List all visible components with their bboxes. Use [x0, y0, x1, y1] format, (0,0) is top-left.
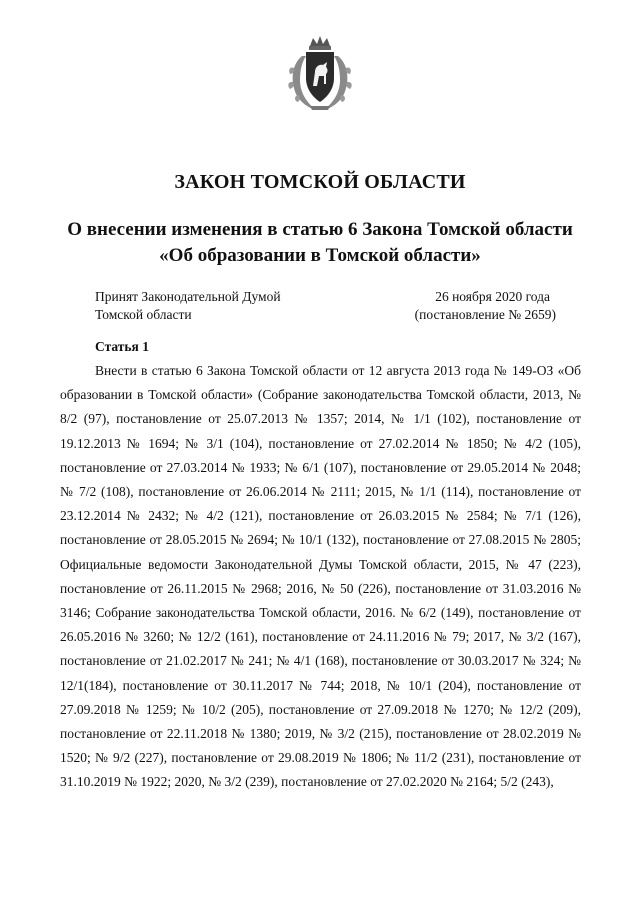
adopted-by-block: [95, 288, 281, 324]
law-subtitle-line-1: О внесении изменения в статью 6 Закона Томской области: [67, 219, 573, 240]
adopted-by-line-2: Томской области: [95, 307, 192, 322]
law-subtitle-line-2: «Об образовании в Томской области»: [159, 245, 481, 266]
coat-of-arms-icon: [284, 34, 356, 114]
resolution-number: (постановление № 2659): [414, 307, 556, 322]
adopted-by-line-1: Принят Законодательной Думой: [95, 289, 281, 304]
law-title: ЗАКОН ТОМСКОЙ ОБЛАСТИ: [174, 171, 466, 193]
article-heading: Статья 1: [95, 339, 149, 354]
law-subtitle: [0, 217, 640, 269]
adoption-date-block: [415, 288, 556, 324]
article-body-text: Внести в статью 6 Закона Томской области от 12 августа 2013 года № 149-ОЗ «Об образовании в Томской области» (Собрание законодательства Томской области, 2013, № 8/2 (97), постановление от 25.07.2013 № 1357; 2014, № 1/1 (102), постановление от 19.12.2013 № 1694; № 3/1 (104), постановление от 27.02.2014 № 1850; № 4/2 (105), постановление от 27.03.2014 № 1933; № 6/1 (107), постановление от 29.05.2014 № 2048; № 7/2 (108), постановление от 26.06.2014 № 2111; 2015, № 1/1 (114), постановление от 23.12.2014 № 2432; № 4/2 (121), постановление от 26.03.2015 № 2584; № 7/1 (126), постановление от 28.05.2015 № 2694; № 10/1 (132), постановление от 27.08.2015 № 2805; Официальные ведомости Законодательной Думы Томской области, 2015, № 47 (223), постановление от 26.11.2015 № 2968; 2016, № 50 (226), постановление от 31.03.2016 № 3146; Собрание законодательства Томской области, 2016. № 6/2 (149), постановление от 26.05.2016 № 3260; № 12/2 (161), постановление от 24.11.2016 № 79; 2017, № 3/2 (167), постановление от 21.02.2017 № 241; № 4/1 (168), постановление от 30.03.2017 № 324; № 12/1(184), постановление от 30.11.2017 № 744; 2018, № 10/1 (204), постановление от 27.09.2018 № 1259; № 10/2 (205), постановление от 27.09.2018 № 1270; № 12/2 (209), постановление от 22.11.2018 № 1380; 2019, № 3/2 (215), постановление от 28.02.2019 № 1520; № 9/2 (227), постановление от 29.08.2019 № 1806; № 11/2 (231), постановление от 31.10.2019 № 1922; 2020, № 3/2 (239), постановление от 27.02.2020 № 2164; 5/2 (243),: [60, 363, 581, 790]
adoption-date: 26 ноября 2020 года: [435, 289, 550, 304]
